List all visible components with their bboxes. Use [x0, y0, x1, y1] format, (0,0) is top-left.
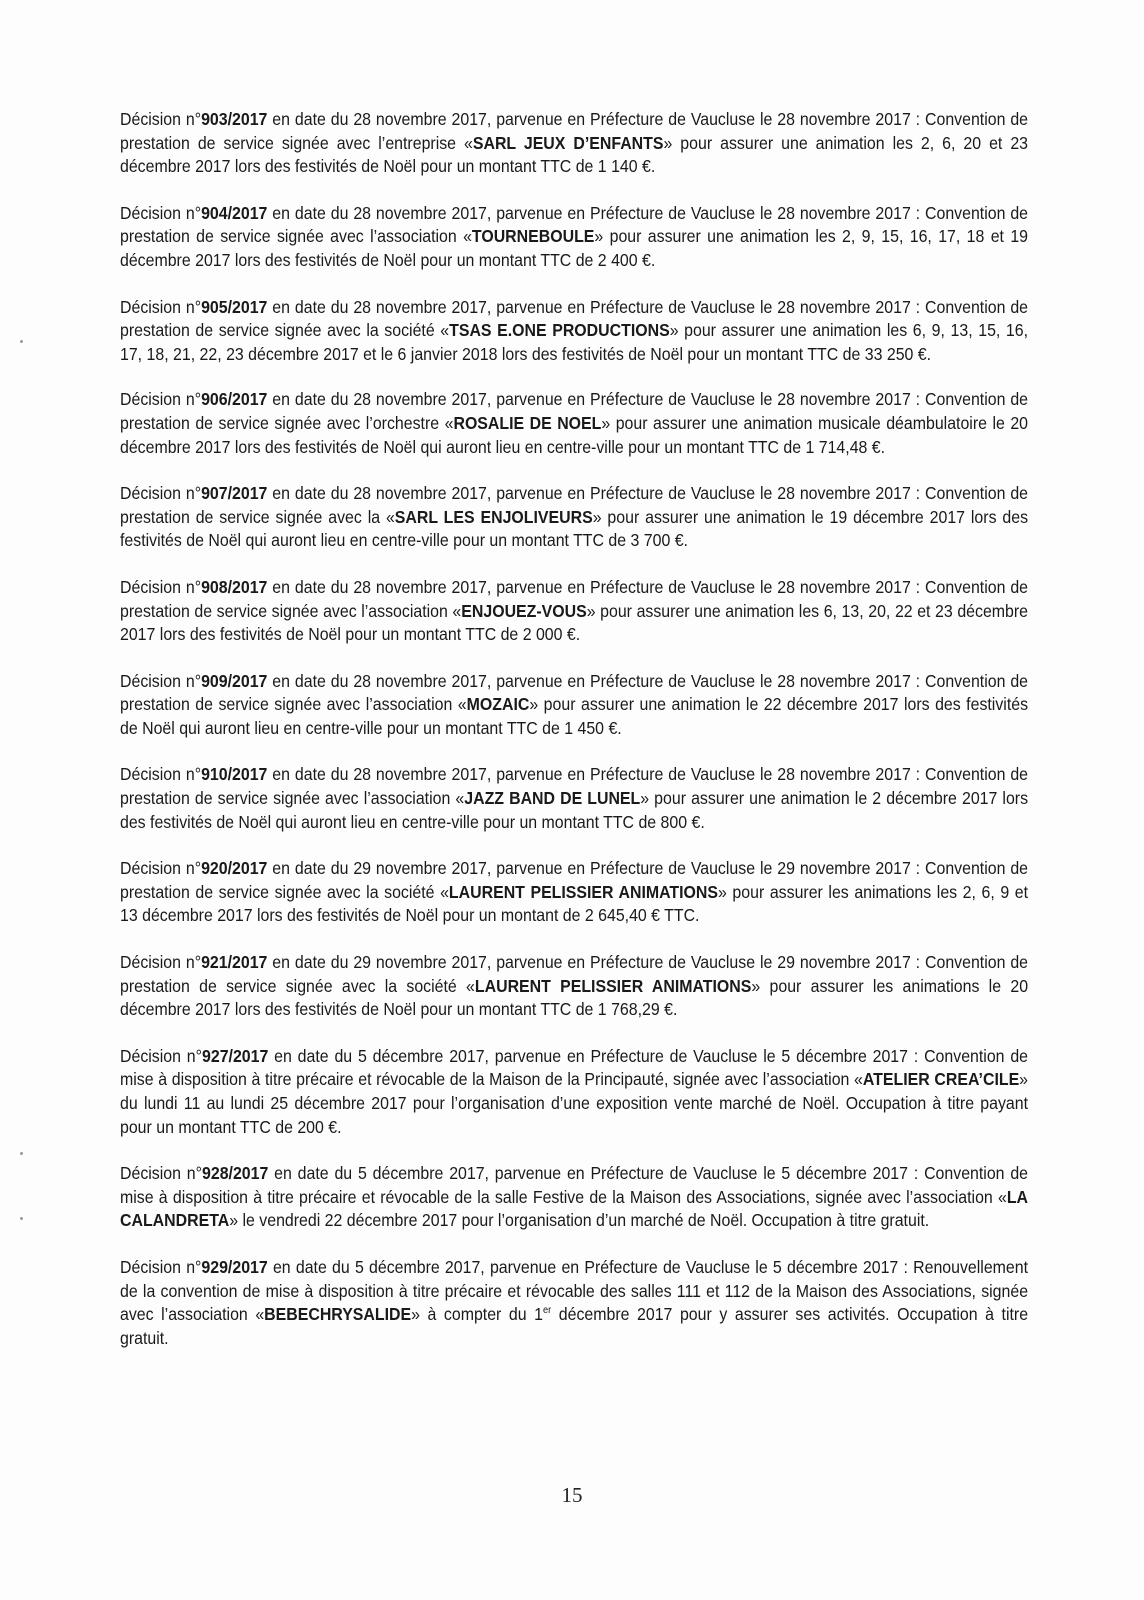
decision-number: 927/2017: [202, 1045, 269, 1066]
ordinal-superscript: er: [543, 1305, 552, 1317]
decision-number: 907/2017: [201, 483, 268, 504]
beneficiary-name: TSAS E.ONE PRODUCTIONS: [449, 320, 670, 341]
scan-speck: [20, 1217, 23, 1220]
beneficiary-name: LA CALANDRETA: [120, 1186, 1029, 1231]
decision-entry: Décision n°928/2017 en date du 5 décembre 2017, parvenue en Préfecture de Vaucluse le 5 décembre 2017 : Convention de mise à disposition à titre précaire et révocable de la salle Festive de la Maison des Associations, signée avec l’association «LA CALANDRETA» le vendredi 22 décembre 2017 pour l’organisation d’un marché de Noël. Occupation à titre gratuit.: [120, 1163, 1029, 1231]
decision-number: 904/2017: [201, 202, 268, 223]
decision-number: 929/2017: [201, 1256, 268, 1277]
decision-entry: Décision n°909/2017 en date du 28 novembre 2017, parvenue en Préfecture de Vaucluse le 28 novembre 2017 : Convention de prestation de service signée avec l’association «MOZAIC» pour assurer une animation le 22 décembre 2017 lors des festivités de Noël qui auront lieu en centre-ville pour un montant TTC de 1 450 €.: [120, 670, 1029, 738]
decision-entry: Décision n°904/2017 en date du 28 novembre 2017, parvenue en Préfecture de Vaucluse le 28 novembre 2017 : Convention de prestation de service signée avec l’association «TOURNEBOULE» pour assurer une animation les 2, 9, 15, 16, 17, 18 et 19 décembre 2017 lors des festivités de Noël pour un montant TTC de 2 400 €.: [120, 202, 1029, 270]
decision-entry: Décision n°921/2017 en date du 29 novembre 2017, parvenue en Préfecture de Vaucluse le 29 novembre 2017 : Convention de prestation de service signée avec la société «LAURENT PELISSIER ANIMATIONS» pour assurer les animations le 20 décembre 2017 lors des festivités de Noël pour un montant TTC de 1 768,29 €.: [120, 952, 1029, 1020]
decision-entry: Décision n°920/2017 en date du 29 novembre 2017, parvenue en Préfecture de Vaucluse le 29 novembre 2017 : Convention de prestation de service signée avec la société «LAURENT PELISSIER ANIMATIONS» pour assurer les animations les 2, 6, 9 et 13 décembre 2017 lors des festivités de Noël pour un montant de 2 645,40 € TTC.: [120, 858, 1029, 926]
decision-number: 903/2017: [201, 109, 268, 129]
beneficiary-name: ENJOUEZ-VOUS: [461, 600, 587, 621]
decision-number: 908/2017: [201, 576, 268, 597]
decision-entry: Décision n°908/2017 en date du 28 novembre 2017, parvenue en Préfecture de Vaucluse le 28 novembre 2017 : Convention de prestation de service signée avec l’association «ENJOUEZ-VOUS» pour assurer une animation les 6, 13, 20, 22 et 23 décembre 2017 lors des festivités de Noël pour un montant TTC de 2 000 €.: [120, 576, 1029, 645]
beneficiary-name: LAURENT PELISSIER ANIMATIONS: [474, 975, 752, 996]
decision-number: 920/2017: [201, 858, 268, 879]
page-number: 15: [561, 1483, 583, 1507]
beneficiary-name: LAURENT PELISSIER ANIMATIONS: [448, 881, 719, 902]
decision-entry: Décision n°905/2017 en date du 28 novembre 2017, parvenue en Préfecture de Vaucluse le 28 novembre 2017 : Convention de prestation de service signée avec la société «TSAS E.ONE PRODUCTIONS» pour assurer une animation les 6, 9, 13, 15, 16, 17, 18, 21, 22, 23 décembre 2017 et le 6 janvier 2018 lors des festivités de Noël pour un montant TTC de 33 250 €.: [120, 296, 1029, 364]
beneficiary-name: MOZAIC: [466, 694, 530, 715]
beneficiary-name: SARL JEUX D’ENFANTS: [472, 132, 664, 153]
decision-entry: Décision n°907/2017 en date du 28 novembre 2017, parvenue en Préfecture de Vaucluse le 28 novembre 2017 : Convention de prestation de service signée avec la «SARL LES ENJOLIVEURS» pour assurer une animation le 19 décembre 2017 lors des festivités de Noël qui auront lieu en centre-ville pour un montant TTC de 3 700 €.: [120, 483, 1029, 551]
decision-number: 906/2017: [201, 389, 268, 410]
beneficiary-name: BEBECHRYSALIDE: [264, 1304, 412, 1325]
decision-number: 928/2017: [202, 1163, 269, 1184]
decision-number: 910/2017: [201, 764, 268, 785]
decision-entry: Décision n°927/2017 en date du 5 décembre 2017, parvenue en Préfecture de Vaucluse le 5 décembre 2017 : Convention de mise à disposition à titre précaire et révocable de la Maison de la Principauté, signée avec l’association «ATELIER CREA’CILE» du lundi 11 au lundi 25 décembre 2017 pour l’organisation d’une exposition vente marché de Noël. Occupation à titre payant pour un montant TTC de 200 €.: [120, 1045, 1029, 1137]
beneficiary-name: ROSALIE DE NOEL: [453, 412, 602, 433]
decision-number: 909/2017: [201, 670, 268, 691]
decisions-list: [120, 108, 1028, 1373]
decision-entry: Décision n°929/2017 en date du 5 décembre 2017, parvenue en Préfecture de Vaucluse le 5 décembre 2017 : Renouvellement de la convention de mise à disposition à titre précaire et révocable des salles 111 et 112 de la Maison des Associations, signée avec l’association «BEBECHRYSALIDE» à compter du 1er décembre 2017 pour y assurer ses activités. Occupation à titre gratuit.: [120, 1256, 1029, 1348]
decision-entry: Décision n°906/2017 en date du 28 novembre 2017, parvenue en Préfecture de Vaucluse le 28 novembre 2017 : Convention de prestation de service signée avec l’orchestre «ROSALIE DE NOEL» pour assurer une animation musicale déambulatoire le 20 décembre 2017 lors des festivités de Noël qui auront lieu en centre-ville pour un montant TTC de 1 714,48 €.: [120, 389, 1029, 457]
scan-speck: [20, 340, 23, 343]
decision-entry: Décision n°903/2017 en date du 28 novembre 2017, parvenue en Préfecture de Vaucluse le 28 novembre 2017 : Convention de prestation de service signée avec l’entreprise «SARL JEUX D’ENFANTS» pour assurer une animation les 2, 6, 20 et 23 décembre 2017 lors des festivités de Noël pour un montant TTC de 1 140 €.: [120, 109, 1029, 177]
decision-number: 921/2017: [201, 952, 268, 973]
beneficiary-name: TOURNEBOULE: [471, 226, 595, 247]
decision-entry: Décision n°910/2017 en date du 28 novembre 2017, parvenue en Préfecture de Vaucluse le 28 novembre 2017 : Convention de prestation de service signée avec l’association «JAZZ BAND DE LUNEL» pour assurer une animation le 2 décembre 2017 lors des festivités de Noël qui auront lieu en centre-ville pour un montant TTC de 800 €.: [120, 764, 1029, 832]
scan-speck: [20, 1152, 23, 1155]
beneficiary-name: ATELIER CREA’CILE: [862, 1069, 1020, 1090]
beneficiary-name: JAZZ BAND DE LUNEL: [464, 788, 641, 809]
decision-number: 905/2017: [201, 296, 268, 317]
beneficiary-name: SARL LES ENJOLIVEURS: [394, 506, 593, 527]
